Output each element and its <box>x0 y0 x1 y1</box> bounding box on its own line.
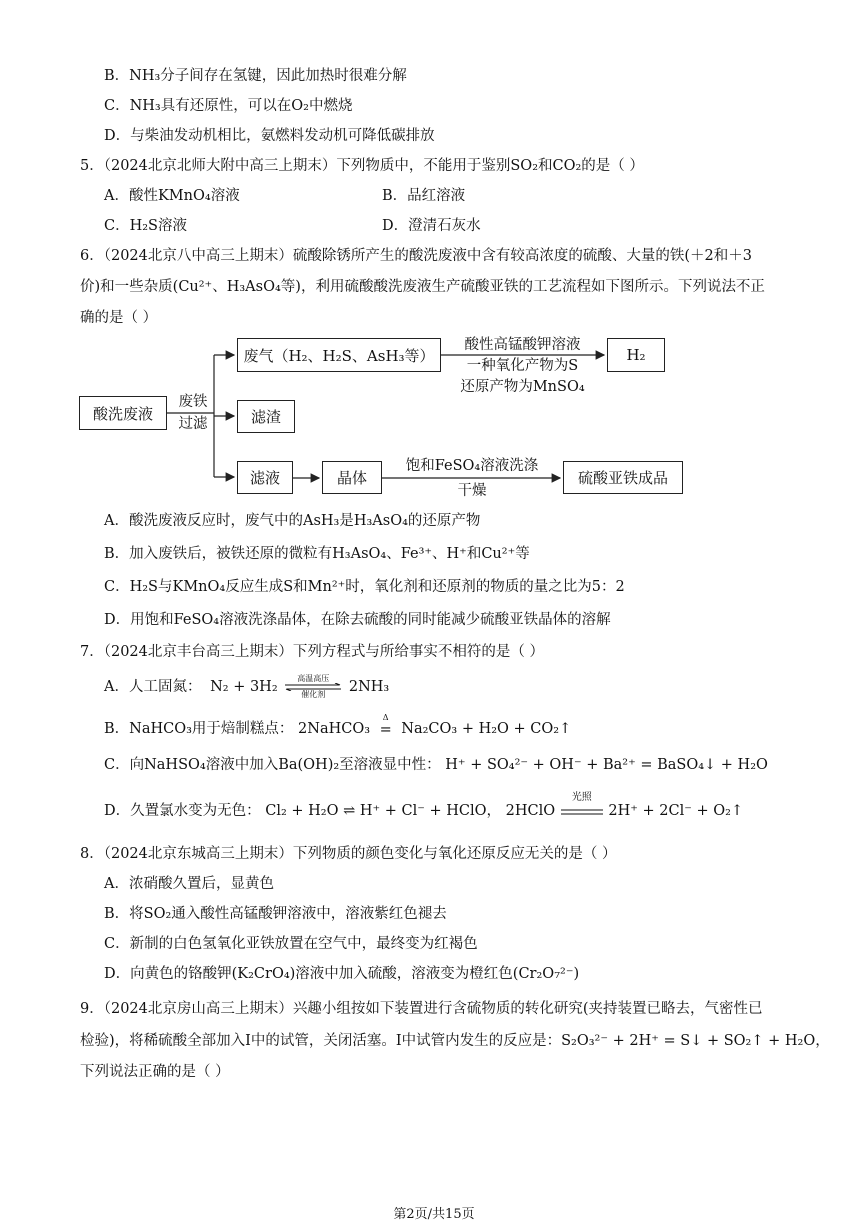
q7-option-a-label: A．人工固氮： <box>104 679 202 695</box>
q7-stem: 7．（2024北京丰台高三上期末）下列方程式与所给事实不相符的是（ ） <box>80 644 544 660</box>
q5-option-c: C．H₂S溶液 <box>104 218 187 234</box>
q7-option-d-products2: 2H⁺ + 2Cl⁻ + O₂↑ <box>608 803 744 819</box>
reversible-arrow-with-conditions <box>285 674 341 699</box>
heat-equals-sign: Δ = <box>376 719 396 739</box>
double-line-icon <box>561 809 603 815</box>
q7-option-c <box>104 755 768 775</box>
label-oxidation-product: 一种氧化产物为S <box>466 358 579 374</box>
box-waste-gas: 废气（H₂、H₂S、AsH₃等） <box>237 338 441 372</box>
q6-option-c: C．H₂S与KMnO₄反应生成S和Mn²⁺时，氧化剂和还原剂的物质的量之比为5：2 <box>104 579 625 595</box>
label-reduction-product: 还原产物为MnSO₄ <box>460 379 585 395</box>
q5-option-d: D．澄清石灰水 <box>382 218 481 234</box>
q9-stem-line1: 9．（2024北京房山高三上期末）兴趣小组按如下装置进行含硫物质的转化研究(夹持装置已略去，气密性已 <box>80 1001 763 1017</box>
page-number: 第2页/共15页 <box>393 1207 475 1222</box>
box-crystal: 晶体 <box>322 461 382 494</box>
box-h2: H₂ <box>607 338 665 372</box>
q6-stem-line1: 6．（2024北京八中高三上期末）硫酸除锈所产生的酸洗废液中含有较高浓度的硫酸、大量的铁(＋2和＋3 <box>80 248 752 264</box>
label-kmno4-solution: 酸性高锰酸钾溶液 <box>464 337 581 353</box>
q5-option-b: B．品红溶液 <box>382 188 466 204</box>
box-filtrate: 滤液 <box>237 461 293 494</box>
q7-option-c-equation: H⁺ + SO₄²⁻ + OH⁻ + Ba²⁺ = BaSO₄↓ + H₂O <box>445 757 768 773</box>
q5-option-a: A．酸性KMnO₄溶液 <box>104 188 240 204</box>
light-condition-label: 光照 <box>571 792 592 803</box>
q6-option-a: A．酸洗废液反应时，废气中的AsH₃是H₃AsO₄的还原产物 <box>104 513 481 529</box>
q6-option-d: D．用饱和FeSO₄溶液洗涤晶体，在除去硫酸的同时能减少硫酸亚铁晶体的溶解 <box>104 612 611 628</box>
q9-stem-line2: 检验)，将稀硫酸全部加入Ⅰ中的试管，关闭活塞。Ⅰ中试管内发生的反应是：S₂O₃²⁻ + 2H⁺ = S↓ + SO₂↑ + H₂O， <box>80 1033 830 1049</box>
q8-option-d: D．向黄色的铬酸钾(K₂CrO₄)溶液中加入硫酸，溶液变为橙红色(Cr₂O₇²⁻) <box>104 966 580 982</box>
q7-option-b-products: Na₂CO₃ + H₂O + CO₂↑ <box>401 721 572 737</box>
box-residue: 滤渣 <box>237 400 295 433</box>
q8-option-a: A．浓硝酸久置后，显黄色 <box>104 876 274 892</box>
label-wash: 饱和FeSO₄溶液洗涤 <box>405 458 539 474</box>
label-waste-iron: 废铁 <box>178 394 208 410</box>
q7-option-c-label: C．向NaHSO₄溶液中加入Ba(OH)₂至溶液显中性： <box>104 757 441 773</box>
q4-option-b: B．NH₃分子间存在氢键，因此加热时很难分解 <box>104 68 407 84</box>
q7-option-d-label: D．久置氯水变为无色： <box>104 803 261 819</box>
cond-top: 高温高压 <box>297 674 330 683</box>
q7-option-d-reactant2: 2HClO <box>505 803 556 819</box>
box-ferrous-sulfate-product: 硫酸亚铁成品 <box>563 461 683 494</box>
q4-option-d: D．与柴油发动机相比，氨燃料发动机可降低碳排放 <box>104 128 435 144</box>
q5-stem: 5．（2024北京北师大附中高三上期末）下列物质中，不能用于鉴别SO₂和CO₂的是（ ） <box>80 158 644 174</box>
q7-option-b <box>104 713 572 739</box>
q8-option-b: B．将SO₂通入酸性高锰酸钾溶液中，溶液紫红色褪去 <box>104 906 447 922</box>
q7-option-a <box>104 674 390 699</box>
q9-stem-line3: 下列说法正确的是（ ） <box>80 1064 230 1080</box>
q7-option-a-product: 2NH₃ <box>348 679 390 695</box>
q7-option-d-equation1: Cl₂ + H₂O ⇌ H⁺ + Cl⁻ + HClO， <box>265 803 502 819</box>
heat-symbol-icon: Δ <box>382 713 389 722</box>
q7-option-d <box>104 792 744 821</box>
box-acid-waste-liquid: 酸洗废液 <box>79 396 167 430</box>
cond-bottom: 催化剂 <box>301 690 326 699</box>
q8-option-c: C．新制的白色氢氧化亚铁放置在空气中，最终变为红褐色 <box>104 936 478 952</box>
q7-option-b-reactant: 2NaHCO₃ <box>298 721 371 737</box>
q7-option-a-reactants: N₂ + 3H₂ <box>210 679 278 695</box>
label-filter: 过滤 <box>178 416 208 432</box>
light-condition-equals <box>561 792 603 821</box>
q6-option-b: B．加入废铁后，被铁还原的微粒有H₃AsO₄、Fe³⁺、H⁺和Cu²⁺等 <box>104 546 530 562</box>
q6-stem-line2: 价)和一些杂质(Cu²⁺、H₃AsO₄等)，利用硫酸酸洗废液生产硫酸亚铁的工艺流程如下图所示。下列说法不正 <box>80 279 765 295</box>
q4-option-c: C．NH₃具有还原性，可以在O₂中燃烧 <box>104 98 353 114</box>
q8-stem: 8．（2024北京东城高三上期末）下列物质的颜色变化与氧化还原反应无关的是（ ） <box>80 846 617 862</box>
q6-stem-line3: 确的是（ ） <box>80 310 158 326</box>
label-dry: 干燥 <box>457 483 487 499</box>
q7-option-b-label: B．NaHCO₃用于焙制糕点： <box>104 721 294 737</box>
